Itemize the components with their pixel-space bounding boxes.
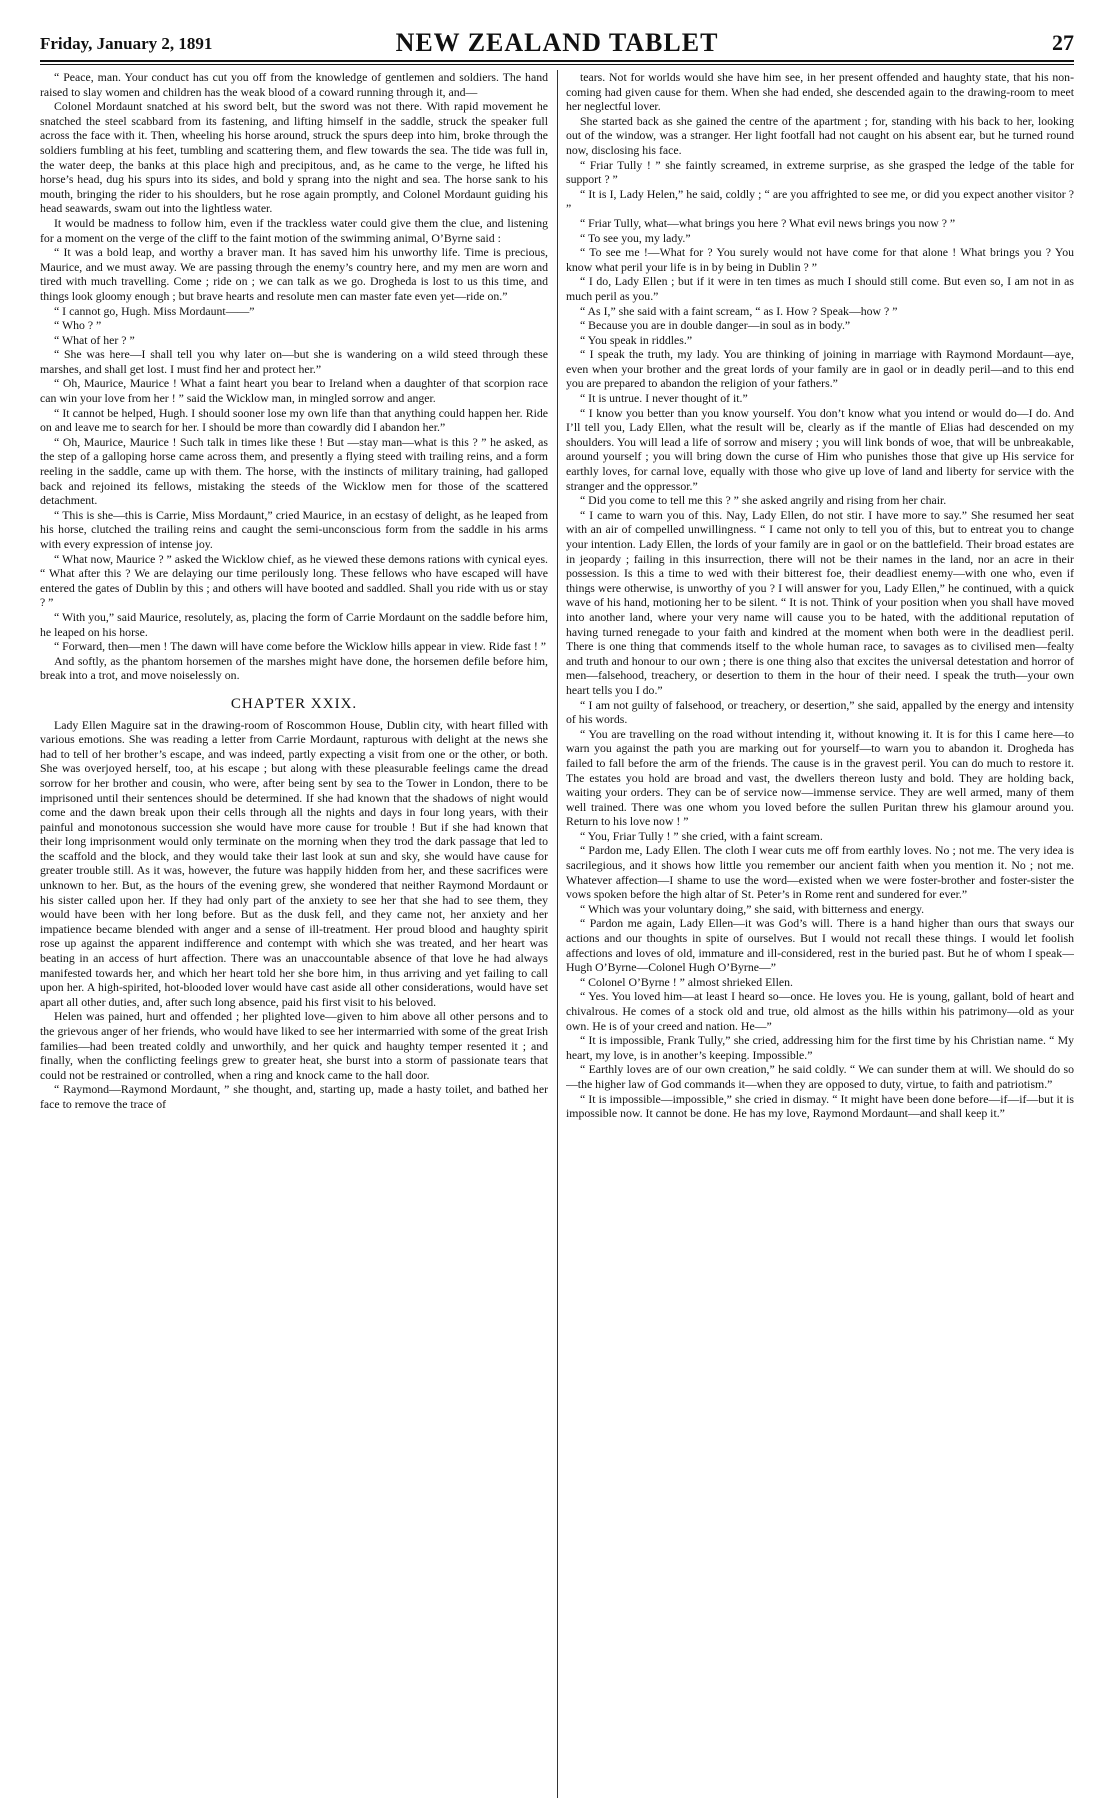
paragraph: Helen was pained, hurt and offended ; her plighted love—given to him above all other persons and to the grievous anger of her friends, who would have liked to see her intermarried with some of the great Irish families—had been treated coldly and unworthily, and her quick and haughty temper resented it ; and finally, when the conflicting feelings grew to greater heat, she burst into a storm of passionate tears that could not be restrained or controlled, when a ring and knock came to the hall door. [40,1009,548,1082]
paragraph: “ I do, Lady Ellen ; but if it were in ten times as much I should still come. But even so, I am not in as much peril as you.” [566,274,1074,303]
paragraph: “ You speak in riddles.” [580,332,693,347]
page-header [40,28,1074,62]
paragraph: “ As I,” she said with a faint scream, “ as I. How ? Speak—how ? ” [580,303,898,318]
paragraph: “ Earthly loves are of our own creation,” he said coldly. “ We can sunder them at will. We should do so—the higher law of God commands it—when they are opposed to duty, virtue, to faith and patriotism.” [566,1062,1074,1091]
paragraph: “ It cannot be helped, Hugh. I should sooner lose my own life than that anything could happen her. Ride on and leave me to search for her. I should be more than cowardly did I abandon her.” [40,405,548,435]
paragraph: “ Which was your voluntary doing,” she said, with bitterness and energy. [580,901,925,916]
paragraph: She started back as she gained the centre of the apartment ; for, standing with his back to her, looking out of the window, was a stranger. Her light footfall had not caught on his absent ear, but he turned round now, disclosing his face. [566,113,1074,157]
paragraph: “ What now, Maurice ? ” asked the Wicklow chief, as he viewed these demons rations with cynical eyes. “ What after this ? We are delaying our time perilously long. These fellows who have escaped will have entered the gates of Dublin by this ; and others will have booted and saddled. Shall you ride with us or stay ? ” [40,551,548,610]
paragraph: “ Pardon me again, Lady Ellen—it was God’s will. There is a hand higher than ours that sways our actions and our thoughts in spite of ourselves. But I would not recall these things. I would let foolish affections and loves of old, immature and ill-considered, rest in the buried past. But he of whom I speak—Hugh O’Byrne—Colonel Hugh O’Byrne—” [566,916,1074,975]
paragraph: “ With you,” said Maurice, resolutely, as, placing the form of Carrie Mordaunt on the saddle before him, he leaped on his horse. [40,609,548,639]
paragraph: And softly, as the phantom horsemen of the marshes might have done, the horsemen defile before him, break into a trot, and move noiselessly on. [40,653,548,683]
paragraph: “ Colonel O’Byrne ! ” almost shrieked Ellen. [580,974,793,989]
paragraph: Colonel Mordaunt snatched at his sword belt, but the sword was not there. With rapid movement he snatched the steel scabbard from its fastening, and lifting himself in the saddle, struck the speaker full across the face with it. Then, wheeling his horse around, struck the spurs deep into him, broke through the soldiers fumbling at his feet, tumbling and scattering them, and flew towards the sea. The tide was full in, the water deep, the banks at this place high and precipitous, and, as he came to the verge, he lifted his horse’s head, dug his spurs into its sides, and bold y sprang into the night and sea. The horse sank to his mouth, bringing the rider to his shoulders, but he rose again promptly, and Colonel Mordaunt guiding his head seawards, swam out into the lightless water. [40,99,548,216]
paragraph: tears. Not for worlds would she have him see, in her present offended and haughty state, that his non-coming had given cause for them. When she had ended, she descended again to the drawing-room to meet her neglectful lover. [566,70,1074,114]
paragraph: “ You are travelling on the road without intending it, without knowing it. It is for this I came here—to warn you against the path you are marking out for yourself—to warn you to abandon it. Drogheda has failed to fall before the arm of the friends. The cause is in the gravest peril. You can do much to restore it. The estates you hold are broad and vast, the dwellers thereon lusty and bold. They are holding back, waiting your orders. They can be of service now—immense service. They are well armed, many of them well trained. There was one whom you loved before the sullen Puritan threw his glamour around you. Return to his love now ! ” [566,726,1074,829]
paragraph: “ I know you better than you know yourself. You don’t know what you intend or would do—I do. And I’ll tell you, Lady Ellen, what the result will be, clearly as if the mantle of Elias had descended on my shoulders. You will lead a life of sorrow and misery ; you will link bonds of woe, that will be unbreakable, around yourself ; you will bring down the curse of Him who punishes those that give up His service for earthly loves, for carnal love, equally with those who give up love of land and liberty for service with the stranger and the oppressor.” [566,405,1074,493]
left-column-text [40,70,548,683]
paragraph: It would be madness to follow him, even if the trackless water could give them the clue, and listening for a moment on the verge of the cliff to the faint motion of the swimming animal, O’Byrne said : [40,215,548,245]
masthead-title: NEW ZEALAND TABLET [395,28,719,57]
paragraph: “ You, Friar Tully ! ” she cried, with a faint scream. [580,828,823,843]
paragraph: “ I speak the truth, my lady. You are thinking of joining in marriage with Raymond Mordaunt—aye, even when your brother and the great lords of your family are in gaol or in deadly peril—and to this end you are prepared to abandon the religion of your fathers.” [566,347,1074,391]
paragraph: “ Forward, then—men ! The dawn will have come before the Wicklow hills appear in view. Ride fast ! ” [54,639,547,654]
paragraph: “ Pardon me, Lady Ellen. The cloth I wear cuts me off from earthly loves. No ; not me. The very idea is sacrilegious, and it shows how little you remember our ancient faith when you mention it. No ; not me. Whatever affection—I shame to use the word—existed when we were foster-brother and foster-sister the vows spoken before the high altar of St. Peter’s in Rome rent and sundered for ever.” [566,843,1074,902]
paragraph: “ Friar Tully ! ” she faintly screamed, in extreme surprise, as she grasped the ledge of the table for support ? ” [566,157,1074,187]
paragraph: “ It is untrue. I never thought of it.” [580,391,748,406]
column-divider [557,70,558,1798]
paragraph: “ I cannot go, Hugh. Miss Mordaunt——” [54,303,255,318]
paragraph: “ It is impossible, Frank Tully,” she cried, addressing him for the first time by his Christian name. “ My heart, my love, is in another’s keeping. Impossible.” [566,1033,1074,1062]
paragraph: “ This is she—this is Carrie, Miss Mordaunt,” cried Maurice, in an ecstasy of delight, as he leaped from his horse, clutched the trailing reins and caught the semi-unconscious form from the saddle in his arms with every expression of intense joy. [40,507,548,551]
paragraph: “ Who ? ” [54,318,102,333]
chapter-text [40,718,548,1112]
paragraph: “ To see me !—What for ? You surely would not have come for that alone ! What brings you ? You know what peril your life is in by being in Dublin ? ” [566,245,1074,274]
paragraph: “ To see you, my lady.” [580,230,691,245]
paragraph: “ Yes. You loved him—at least I heard so—once. He loves you. He is young, gallant, bold of heart and chivalrous. He comes of a stock old and true, old almost as the hills within his patrimony—old as your own. He is of your creed and nation. He—” [566,989,1074,1033]
page-number: 27 [1052,30,1074,55]
paragraph: “ Peace, man. Your conduct has cut you off from the knowledge of gentlemen and soldiers. The hand raised to slay women and children has the weak blood of a coward running through it, and— [40,70,548,99]
chapter-heading: CHAPTER XXIX. [230,695,358,712]
article-columns [40,70,1074,1798]
paragraph: “ Oh, Maurice, Maurice ! Such talk in times like these ! But —stay man—what is this ? ” he asked, as the step of a galloping horse came across them, and presently a flying steed with trailing reins, and a form reeling in the saddle, came up with them. The horse, with the instincts of military training, had galloped back and rejoined its fellows, mistaking the steeds of the Wicklow men for those of the scattered detachment. [40,434,548,508]
paragraph: “ What of her ? ” [54,332,135,347]
right-column-text [566,70,1074,1121]
paragraph: “ It was a bold leap, and worthy a braver man. It has saved him his unworthy life. Time is precious, Maurice, and we must away. We are passing through the enemy’s country here, and my men are worn and tired with much travelling. Come ; ride on ; we can talk as we go. Drogheda is lost to us this time, and things look gloomy enough ; but brave hearts and resolute men can master fate even yet—ride on.” [40,245,548,303]
paragraph: “ She was here—I shall tell you why later on—but she is wandering on a wild steed through these marshes, and shall get lost. I must find her and protect her.” [40,347,548,376]
issue-date: Friday, January 2, 1891 [40,34,213,53]
newspaper-page [40,28,1074,1798]
right-column [566,70,1074,1798]
paragraph: “ Did you come to tell me this ? ” she asked angrily and rising from her chair. [580,493,947,508]
paragraph: Lady Ellen Maguire sat in the drawing-room of Roscommon House, Dublin city, with heart filled with various emotions. She was reading a letter from Carrie Mordaunt, rapturous with delight at the news she had to tell of her brother’s escape, and was indeed, partly expecting a visit from one or the other, or both. She was overjoyed herself, too, at his escape ; but along with these pleasurable feelings came the dread sorrow for her brother and cousin, who were, after being sent by sea to the Tower in London, there to be imprisoned until their sentences should be determined. If she had known that the shadows of night would come and the dawn break upon their cells through all the nights and days in four long years, with their painful and monotonous succession she would have more cause for trouble ! But if she had known that their long imprisonment would only terminate on the morning when they trod the dark passage that led to the scaffold and the block, and they would take their last look at sun and sky, she would have cause for greater trouble still. As it was, however, the future was happily hidden from her, and these sacrifices were unknown to her. But, as the hours of the evening grew, she wondered that neither Raymond Mordaunt or his sister called upon her. If they had only part of the anxiety to see her that she had to see them, they would have been with her long before. But as the dusk fell, and they came not, her anxiety and her impatience became blended with anger and a sense of ill-treatment. Her proud blood and haughty spirit rose up against the apparent indifference and contempt with which she was treated, and her heart was beating in an access of hurt affection. There was an unaccountable absence of that love he had always manifested towards her, and which her heart told her she bore him, in thus arriving and yet failing to call upon her. A high-spirited, hot-blooded lover would have cast aside all other considerations, would have set apart all other duties, and, after such long absence, paid his first visit to his beloved. [40,717,548,1009]
paragraph: “ Friar Tully, what—what brings you here ? What evil news brings you now ? ” [580,215,956,230]
left-column [40,70,548,1798]
paragraph: “ I came to warn you of this. Nay, Lady Ellen, do not stir. I have more to say.” She resumed her seat with an air of compelled unwillingness. “ I came not only to tell you of this, but to entreat you to change your intention. Lady Ellen, the lords of your family are in gaol or on the battlefield. Their broad estates are in jeopardy ; failing in this insurrection, there will not be their names in the land, nor an acre in their possession. Is this a time to wed with their bitterest foe, their deadliest enemy—with one who, even if things were otherwise, is unworthy of you ? I will answer for you, Lady Ellen,” he continued, with a quick wave of his hand, motioning her to be silent. “ It is not. Think of your position when you shall have moved into another land, where your very name will cause you to be hated, with the additional reputation of having turned renegade to your faith and kindred at the moment when both were in the deadliest peril. There is one thing that commends itself to the whole human race, to savages as to civilised men—fealty and truth and honour to our own ; there is one thing also that excites the universal detestation and horror of men—falsehood, treachery, or desertion to them in the hour of their need. I speak the truth—your own heart tells you I do.” [566,507,1074,697]
paragraph: “ I am not guilty of falsehood, or treachery, or desertion,” she said, appalled by the energy and intensity of his words. [566,697,1074,727]
paragraph: “ Oh, Maurice, Maurice ! What a faint heart you bear to Ireland when a daughter of that scorpion race can win your love from her ! ” said the Wicklow man, in mingled sorrow and anger. [40,376,548,406]
paragraph: “ Raymond—Raymond Mordaunt, ” she thought, and, starting up, made a hasty toilet, and bathed her face to remove the trace of [40,1082,548,1111]
paragraph: “ It is impossible—impossible,” she cried in dismay. “ It might have been done before—if—if—but it is impossible now. It cannot be done. He has my love, Raymond Mordaunt—and shall keep it.” [566,1091,1074,1121]
paragraph: “ It is I, Lady Helen,” he said, coldly ; “ are you affrighted to see me, or did you expect another visitor ? ” [566,186,1074,216]
paragraph: “ Because you are in double danger—in soul as in body.” [580,318,851,333]
header-rule [40,64,1074,65]
